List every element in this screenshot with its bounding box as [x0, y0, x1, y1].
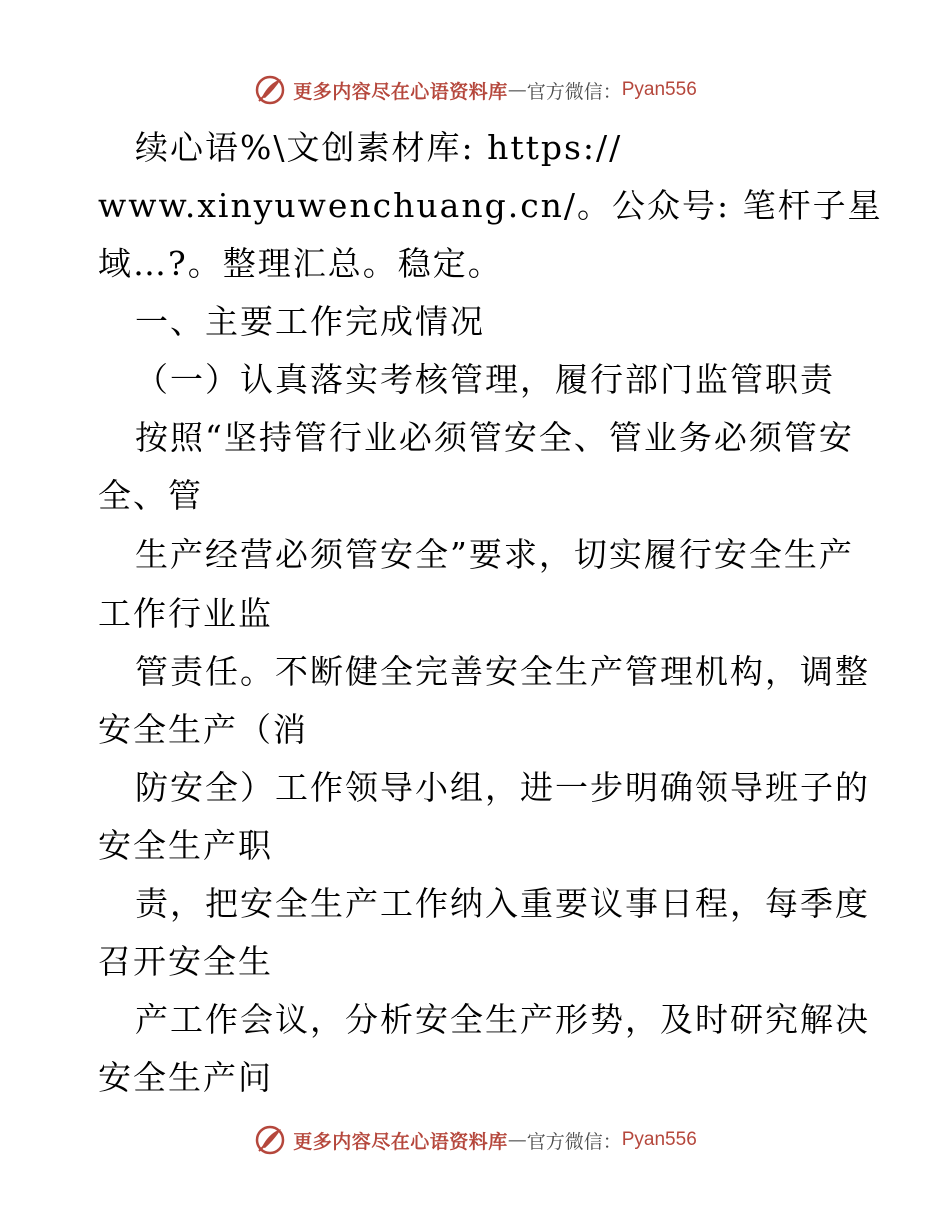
body-line: 安全生产职 — [98, 826, 273, 865]
body-line: 生产经营必须管安全”要求，切实履行安全生产 — [135, 535, 854, 574]
watermark-dash: — — [507, 79, 527, 101]
body-line: 按照“坚持管行业必须管安全、管业务必须管安 — [135, 418, 854, 457]
body-line: 安全生产（消 — [98, 710, 308, 749]
watermark-wechat-label: 官方微信： — [526, 80, 622, 103]
body-line: 管责任。不断健全完善安全生产管理机构，调整 — [135, 652, 870, 691]
watermark-wechat-label: 官方微信： — [526, 1130, 622, 1153]
watermark-main-text: 更多内容尽在心语资料库 — [293, 80, 508, 103]
body-line: 防安全）工作领导小组，进一步明确领导班子的 — [135, 768, 870, 807]
body-line: 召开安全生 — [98, 942, 273, 981]
body-line: 域…?。整理汇总。稳定。 — [98, 244, 503, 283]
body-line: 续心语%\文创素材库: https:// — [135, 128, 623, 167]
footer-watermark — [0, 1120, 950, 1160]
watermark-main-text: 更多内容尽在心语资料库 — [293, 1130, 508, 1153]
section-heading: 一、主要工作完成情况 — [135, 302, 485, 341]
body-line: 工作行业监 — [98, 594, 273, 633]
watermark-wechat-id: Pyan556 — [621, 1129, 697, 1150]
watermark-dash: — — [507, 1129, 527, 1151]
body-line: 责，把安全生产工作纳入重要议事日程，每季度 — [135, 884, 870, 923]
quill-pen-logo-icon — [253, 1123, 287, 1157]
subsection-heading: （一）认真落实考核管理，履行部门监管职责 — [135, 360, 835, 399]
body-line: 安全生产问 — [98, 1058, 273, 1097]
body-line: 产工作会议，分析安全生产形势，及时研究解决 — [135, 1000, 870, 1039]
body-line: 全、管 — [98, 476, 203, 515]
watermark-wechat-id: Pyan556 — [621, 79, 697, 100]
body-line: www.xinyuwenchuang.cn/。公众号: 笔杆子星 — [98, 186, 883, 225]
